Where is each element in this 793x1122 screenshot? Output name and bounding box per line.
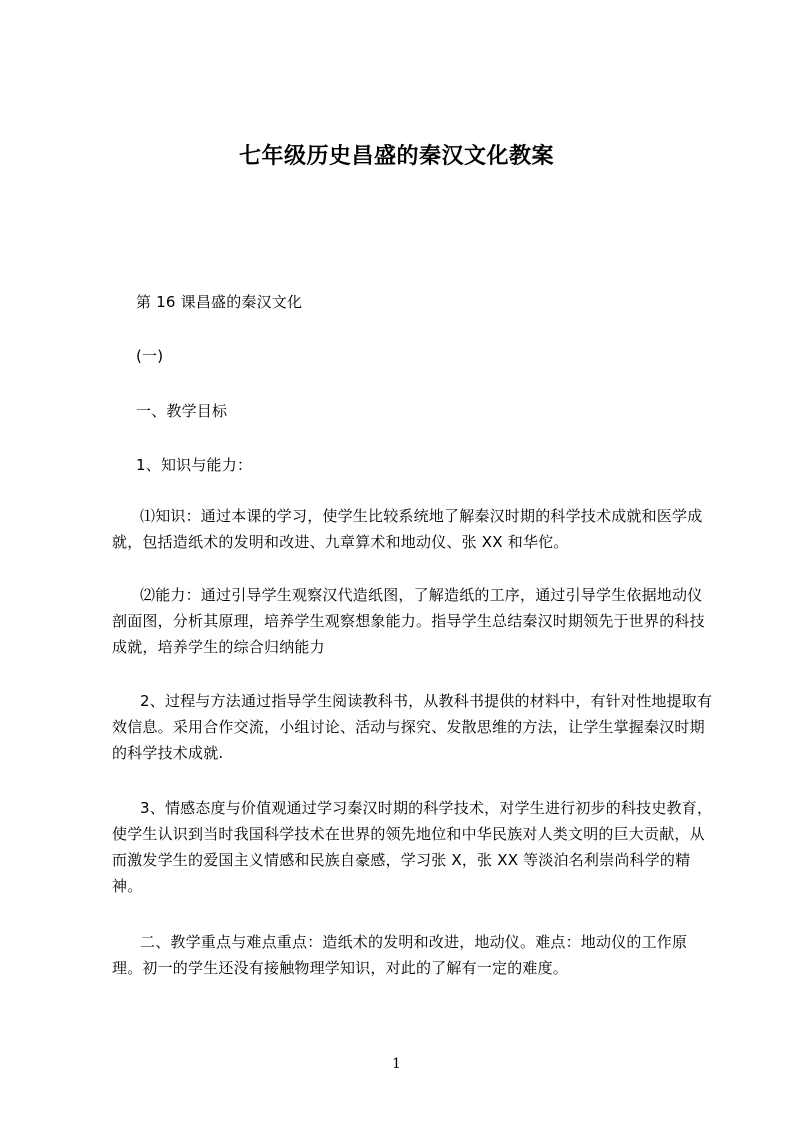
ability-paragraph: ⑵能力：通过引导学生观察汉代造纸图，了解造纸的工序，通过引导学生依据地动仪剖面图，分析其原理，培养学生观察想象能力。指导学生总结秦汉时期领先于世界的科技成就，培养学生的综合归纳能力 (112, 586, 705, 656)
document-title: 七年级历史昌盛的秦汉文化教案 (238, 144, 554, 169)
teaching-goals-heading: 一、教学目标 (136, 402, 228, 420)
knowledge-paragraph: ⑴知识：通过本课的学习，使学生比较系统地了解秦汉时期的科学技术成就和医学成就，包括造纸术的发明和改进、九章算术和地动仪、张 XX 和华佗。 (112, 507, 703, 551)
lesson-heading: 第 16 课昌盛的秦汉文化 (136, 293, 303, 311)
key-difficult-points-paragraph: 二、教学重点与难点重点：造纸术的发明和改进，地动仪。难点：地动仪的工作原理。初一的学生还没有接触物理学知识，对此的了解有一定的难度。 (112, 933, 688, 977)
emotion-values-paragraph: 3、情感态度与价值观通过学习秦汉时期的科学技术，对学生进行初步的科技史教育，使学生认识到当时我国科学技术在世界的领先地位和中华民族对人类文明的巨大贡献，从而激发学生的爱国主义情感和民族自豪感，学习张 X，张 XX 等淡泊名利崇尚科学的精神。 (112, 799, 713, 895)
process-method-paragraph: 2、过程与方法通过指导学生阅读教科书，从教科书提供的材料中，有针对性地提取有效信息。采用合作交流，小组讨论、活动与探究、发散思维的方法，让学生掌握秦汉时期的科学技术成就. (112, 692, 713, 762)
page-number: 1 (392, 1056, 401, 1072)
knowledge-ability-heading: 1、知识与能力： (136, 456, 253, 474)
section-marker: (一) (136, 347, 164, 365)
